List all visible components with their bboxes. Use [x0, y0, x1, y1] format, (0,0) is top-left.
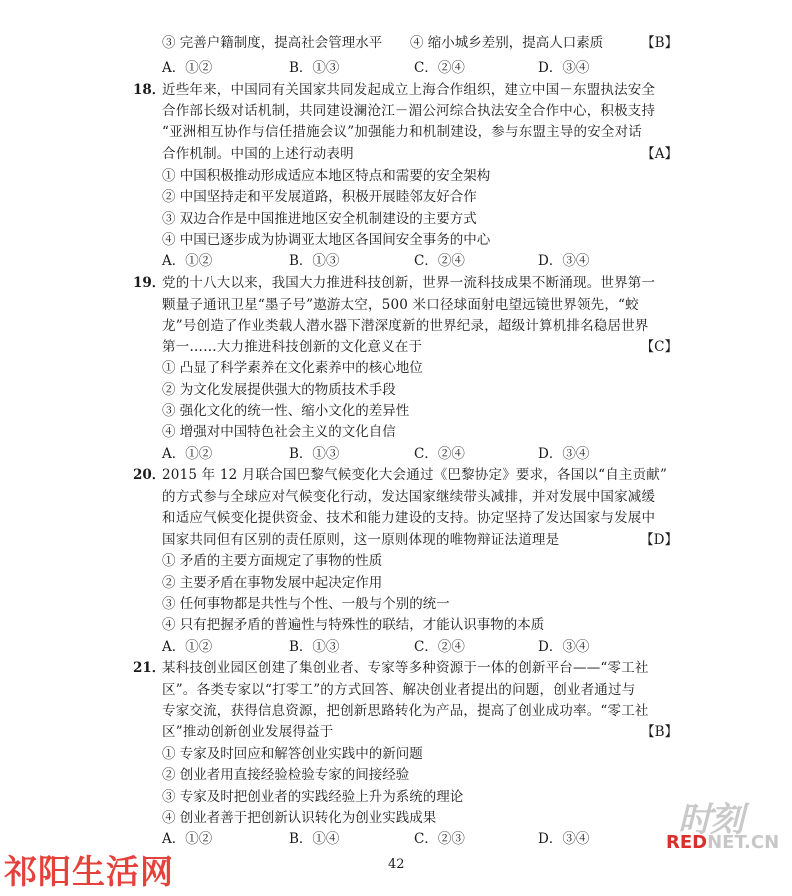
logo-script-text: 时刻	[678, 800, 742, 840]
q18-stem-line: 合作机制。中国的上述行动表明	[162, 146, 354, 162]
q18-stem-line: 近些年来，中国同有关国家共同发起成立上海合作组织，建立中国－东盟执法安全	[162, 82, 656, 98]
q17-choice-c: C．②④	[414, 60, 465, 76]
q18-stem-line: “亚洲相互协作与信任措施会议”加强能力和机制建设，参与东盟主导的安全对话	[162, 124, 643, 140]
q20-stem-line: 国家共同但有区别的责任原则，这一原则体现的唯物辩证法道理是	[162, 532, 560, 548]
q21-option: ② 创业者用直接经验检验专家的间接经验	[162, 767, 410, 783]
q21-option: ① 专家及时回应和解答创业实践中的新问题	[162, 746, 423, 762]
q17-choice-b: B．①③	[289, 60, 340, 76]
q20-answer: 【D】	[640, 532, 678, 548]
q19-option: ④ 增强对中国特色社会主义的文化自信	[162, 424, 396, 440]
q18-number: 18．	[133, 82, 166, 98]
q19-option: ① 凸显了科学素养在文化素养中的核心地位	[162, 360, 423, 376]
q20-option: ④ 只有把握矛盾的普遍性与特殊性的联结，才能认识事物的本质	[162, 617, 545, 633]
q18-option: ① 中国积极推动形成适应本地区特点和需要的安全架构	[162, 168, 491, 184]
q18-option: ④ 中国已逐步成为协调亚太地区各国间安全事务的中心	[162, 232, 491, 248]
q19-answer: 【C】	[640, 339, 678, 355]
q21-choice-a: A．①②	[162, 831, 213, 847]
q17-option-3: ③ 完善户籍制度，提高社会管理水平	[162, 35, 383, 51]
q21-number: 21．	[133, 660, 166, 676]
site-watermark: 祁阳生活网	[4, 852, 174, 891]
q21-choice-c: C．②③	[414, 831, 465, 847]
q21-stem-line: 区”。各类专家以“打零工”的方式回答、解决创业者提出的问题，创业者通过与	[162, 682, 636, 698]
q19-option: ② 为文化发展提供强大的物质技术手段	[162, 382, 396, 398]
q21-stem-line: 某科技创业园区创建了集创业者、专家等多种资源于一体的创新平台——“零工社	[162, 660, 649, 676]
q21-stem-line: 专家交流，获得信息资源，把创新思路转化为产品，提高了创业成功率。“零工社	[162, 703, 649, 719]
q18-answer: 【A】	[641, 146, 678, 162]
q20-stem-line: 2015 年 12 月联合国巴黎气候变化大会通过《巴黎协定》要求，各国以“自主贡献”	[162, 467, 668, 483]
q21-option: ④ 创业者善于把创新认识转化为创业实践成果	[162, 810, 437, 826]
q17-choice-a: A．①②	[162, 60, 213, 76]
q19-stem-line: 龙”号创造了作业类载人潜水器下潜深度新的世界纪录，超级计算机排名稳居世界	[162, 318, 649, 334]
q18-choice-c: C．②④	[414, 253, 465, 269]
q21-choice-d: D．③④	[538, 831, 590, 847]
q20-number: 20．	[133, 467, 166, 483]
q18-stem-line: 合作部长级对话机制，共同建设澜沧江－湄公河综合执法安全合作中心，积极支持	[162, 103, 656, 119]
q19-stem-line: 党的十八大以来，我国大力推进科技创新，世界一流科技成果不断涌现。世界第一	[162, 275, 656, 291]
q19-choice-c: C．②④	[414, 446, 465, 462]
logo-site-rest: NET.CN	[707, 832, 780, 853]
q19-stem-line: 第一……大力推进科技创新的文化意义在于	[162, 339, 423, 355]
page-number: 42	[388, 857, 405, 872]
rednet-logo-watermark	[662, 792, 790, 868]
q19-choice-a: A．①②	[162, 446, 213, 462]
q21-option: ③ 专家及时把创业者的实践经验上升为系统的理论	[162, 789, 464, 805]
q17-option-4: ④ 缩小城乡差别，提高人口素质	[410, 35, 604, 51]
q19-stem-line: 颗量子通讯卫星“墨子号”遨游太空，500 米口径球面射电望远镜世界领先，“蛟	[162, 297, 639, 313]
q18-option: ② 中国坚持走和平发展道路，积极开展睦邻友好合作	[162, 189, 477, 205]
q18-option: ③ 双边合作是中国推进地区安全机制建设的主要方式	[162, 211, 477, 227]
q21-choice-b: B．①④	[289, 831, 340, 847]
q20-option: ① 矛盾的主要方面规定了事物的性质	[162, 553, 383, 569]
q19-choice-d: D．③④	[538, 446, 590, 462]
logo-site-text	[666, 832, 779, 853]
q20-choice-b: B．①③	[289, 639, 340, 655]
q20-option: ③ 任何事物都是共性与个性、一般与个别的统一	[162, 596, 450, 612]
q20-option: ② 主要矛盾在事物发展中起决定作用	[162, 575, 383, 591]
q19-option: ③ 强化文化的统一性、缩小文化的差异性	[162, 403, 410, 419]
q19-choice-b: B．①③	[289, 446, 340, 462]
q21-answer: 【B】	[641, 724, 678, 740]
q20-choice-d: D．③④	[538, 639, 590, 655]
q20-stem-line: 和适应气候变化提供资金、技术和能力建设的支持。协定坚持了发达国家与发展中	[162, 510, 656, 526]
q18-choice-d: D．③④	[538, 253, 590, 269]
q18-choice-b: B．①③	[289, 253, 340, 269]
q20-stem-line: 的方式参与全球应对气候变化行动，发达国家继续带头减排，并对发展中国家减缓	[162, 489, 656, 505]
q17-choice-d: D．③④	[538, 60, 590, 76]
q20-choice-a: A．①②	[162, 639, 213, 655]
q19-number: 19．	[133, 275, 166, 291]
q20-choice-c: C．②④	[414, 639, 465, 655]
q17-answer: 【B】	[641, 35, 678, 51]
q21-stem-line: 区”推动创新创业发展得益于	[162, 724, 334, 740]
logo-site-red: RED	[666, 832, 708, 853]
q18-choice-a: A．①②	[162, 253, 213, 269]
